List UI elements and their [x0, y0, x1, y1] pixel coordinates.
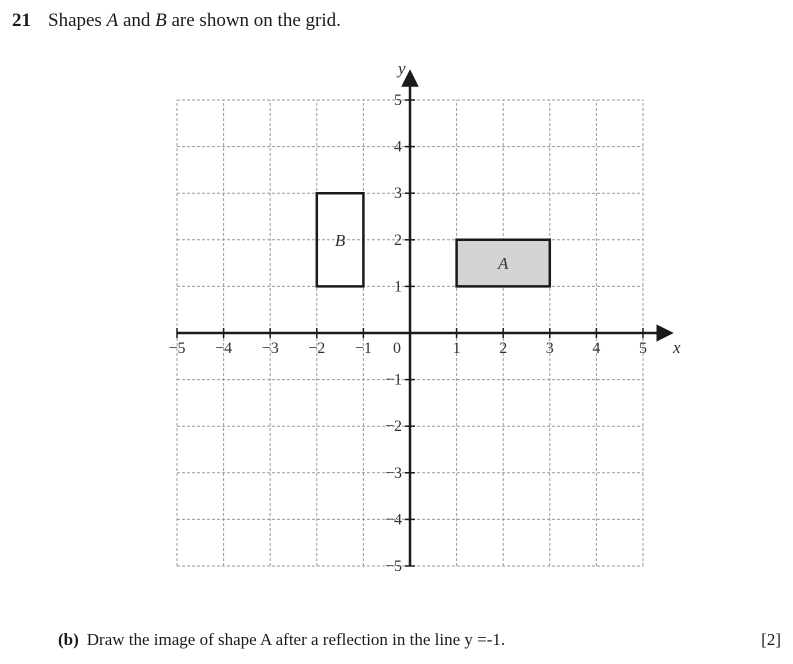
question-text-middle: and: [118, 10, 156, 31]
shape-label-a: A: [498, 254, 509, 274]
y-tick-label: −2: [384, 418, 402, 436]
x-tick-label: −1: [354, 340, 372, 357]
question-text-start: Shapes: [48, 10, 107, 31]
y-tick-label: 5: [394, 92, 402, 109]
tick-labels: [168, 59, 681, 575]
x-tick-label: 1: [452, 340, 461, 357]
y-tick-label: 4: [394, 138, 402, 156]
y-tick-label: 3: [394, 185, 402, 203]
shape-a-name: A: [106, 10, 119, 31]
shape-b-name: B: [155, 10, 167, 31]
x-tick-label: 5: [639, 340, 647, 357]
part-b: [58, 630, 505, 650]
x-axis-label: x: [673, 338, 681, 357]
x-tick-label: −5: [168, 340, 186, 357]
x-tick-label: 2: [499, 340, 508, 357]
y-tick-label: −1: [384, 371, 402, 389]
x-tick-label: 3: [545, 340, 554, 357]
x-tick-label: −4: [215, 340, 233, 357]
x-tick-label: −2: [308, 340, 326, 357]
y-tick-label: 1: [394, 278, 402, 296]
x-tick-label: 4: [592, 340, 601, 357]
question-number: 21: [12, 10, 31, 31]
x-tick-label: 0: [393, 340, 401, 357]
y-tick-label: 2: [394, 231, 402, 249]
x-tick-label: −3: [261, 340, 279, 357]
shape-label-b: B: [334, 230, 346, 250]
y-tick-label: −4: [384, 511, 402, 529]
part-b-label: (b): [58, 630, 79, 649]
axes: [177, 78, 665, 566]
part-b-text: Draw the image of shape A after a reflection in the line y =-1.: [86, 630, 506, 649]
marks-allocation: [2]: [761, 630, 781, 649]
question-text-end: are shown on the grid.: [166, 10, 341, 31]
y-axis-label: y: [398, 59, 406, 78]
y-tick-label: −5: [384, 558, 402, 575]
y-tick-label: −3: [384, 464, 402, 482]
